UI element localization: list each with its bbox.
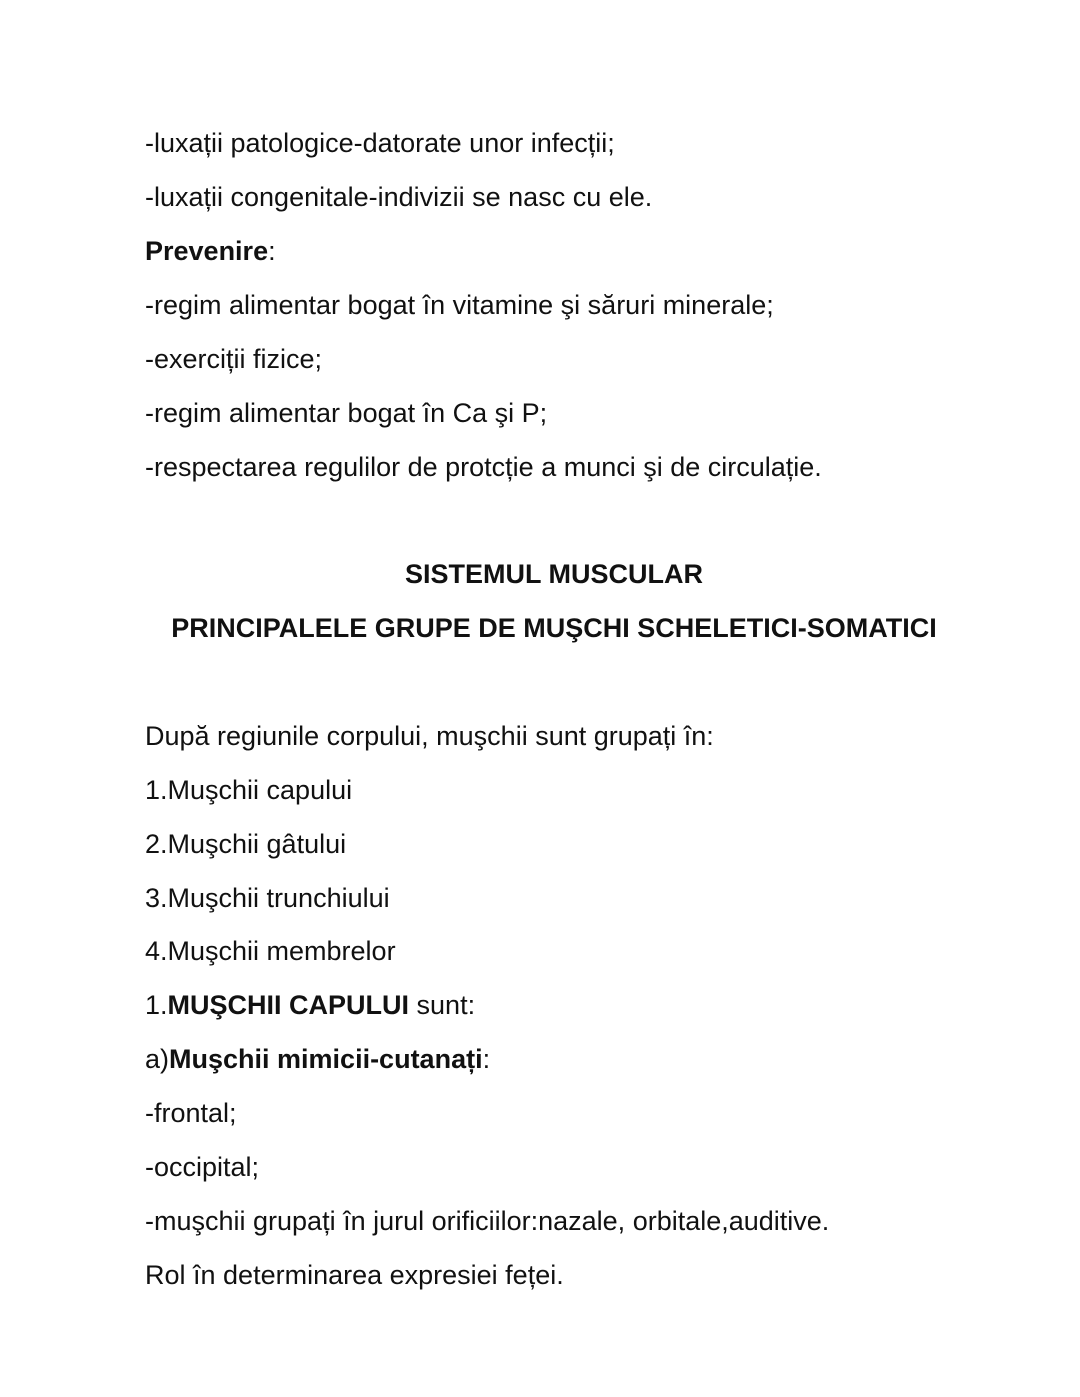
prevenire-heading	[145, 235, 276, 267]
text-line: -luxații congenitale-indivizii se nasc cu ele.	[145, 182, 653, 212]
bold-text: MUŞCHII CAPULUI	[167, 990, 410, 1020]
mimici-heading	[145, 1043, 490, 1075]
text: a)	[145, 1044, 170, 1074]
text: sunt:	[409, 990, 476, 1020]
text-line: -luxații patologice-datorate unor infecții;	[145, 128, 615, 158]
list-item: 2.Muşchii gâtului	[145, 829, 347, 859]
list-item: 1.Muşchii capului	[145, 775, 353, 805]
text: :	[268, 236, 276, 266]
text-line: Rol în determinarea expresiei feței.	[145, 1260, 564, 1290]
list-item: -respectarea regulilor de protcție a munci şi de circulație.	[145, 452, 822, 482]
bold-text: Prevenire	[145, 236, 269, 266]
list-item: 3.Muşchii trunchiului	[145, 883, 390, 913]
text: 1.	[145, 990, 168, 1020]
list-item: -regim alimentar bogat în Ca şi P;	[145, 398, 548, 428]
intro-text: După regiunile corpului, muşchii sunt grupați în:	[145, 721, 714, 751]
list-item: 4.Muşchii membrelor	[145, 936, 396, 966]
list-item: -frontal;	[145, 1098, 237, 1128]
list-item: -exerciții fizice;	[145, 344, 323, 374]
section-subtitle: PRINCIPALELE GRUPE DE MUŞCHI SCHELETICI-SOMATICI	[171, 613, 937, 643]
list-item: -regim alimentar bogat în vitamine şi săruri minerale;	[145, 290, 774, 320]
list-item: -muşchii grupați în jurul orificiilor:nazale, orbitale,auditive.	[145, 1206, 830, 1236]
section-title: SISTEMUL MUSCULAR	[404, 559, 703, 589]
capului-heading	[145, 989, 475, 1021]
text: :	[482, 1044, 491, 1074]
list-item: -occipital;	[145, 1152, 260, 1182]
bold-text: Muşchii mimicii-cutanați	[169, 1044, 483, 1074]
